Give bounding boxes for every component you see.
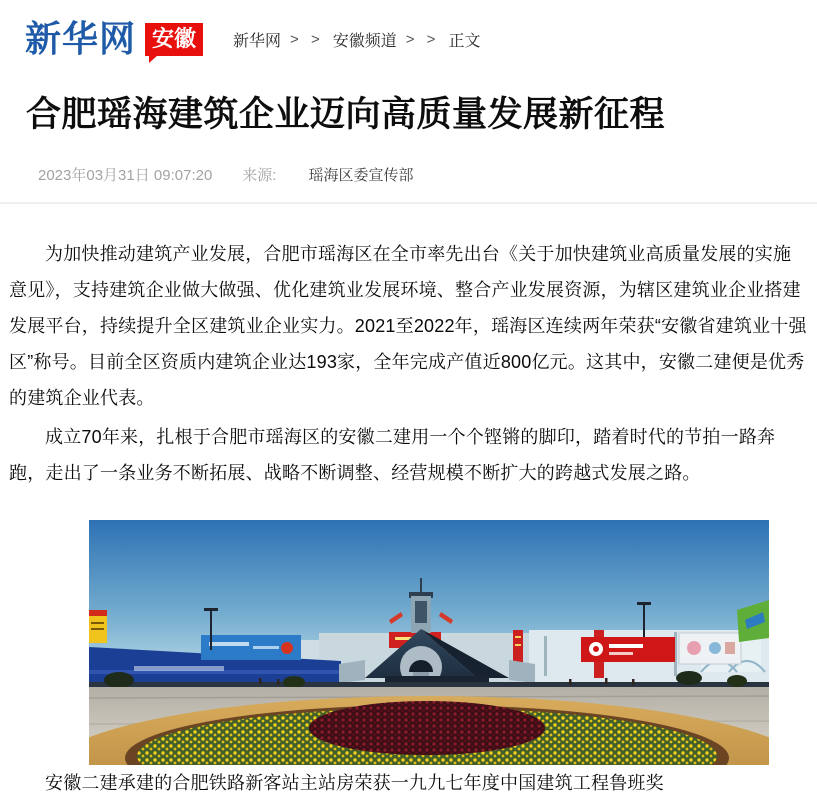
article-photo: [89, 520, 769, 765]
article-paragraph: 为加快推动建筑产业发展，合肥市瑶海区在全市率先出台《关于加快建筑业高质量发展的实施意见》，支持建筑企业做大做强、优化建筑业发展环境、整合产业发展资源，为辖区建筑业企业搭建发展平台，持续提升全区建筑业企业实力。2021至2022年，瑶海区连续两年荣获“安徽省建筑业十强区”称号。目前全区资质内建筑企业达193家，全年完成产值近800亿元。这其中，安徽二建便是优秀的建筑企业代表。: [9, 244, 807, 408]
xinhuanet-logo-text[interactable]: 新华网: [25, 18, 137, 59]
anhui-channel-badge[interactable]: 安徽: [145, 23, 203, 56]
site-header: [0, 0, 817, 62]
breadcrumb-item-xinhuanet[interactable]: 新华网: [233, 32, 282, 50]
breadcrumb: [233, 28, 480, 51]
source-name: 瑶海区委宣传部: [308, 167, 414, 184]
xinhuanet-logo[interactable]: [25, 18, 203, 59]
station-plaza-photo-illustration: [89, 520, 769, 765]
breadcrumb-separator: > >: [290, 30, 324, 48]
article-body: [0, 204, 817, 801]
breadcrumb-item-anhui-channel[interactable]: 安徽频道: [332, 32, 397, 50]
photo-caption: 安徽二建承建的合肥铁路新客站主站房荣获一九九七年度中国建筑工程鲁班奖: [45, 773, 664, 793]
breadcrumb-separator: > >: [405, 30, 440, 48]
article-paragraph: 成立70年来，扎根于合肥市瑶海区的安徽二建用一个个铿锵的脚印，踏着时代的节拍一路奔跑，走出了一条业务不断拓展、战略不断调整、经营规模不断扩大的跨越式发展之路。: [9, 427, 776, 483]
breadcrumb-item-current: 正文: [448, 32, 481, 50]
article-meta: [38, 164, 817, 185]
publish-date: 2023年03月31日 09:07:20: [38, 167, 213, 184]
article-title: 合肥瑶海建筑企业迈向高质量发展新征程: [26, 95, 666, 134]
source-label: 来源:: [242, 167, 277, 184]
